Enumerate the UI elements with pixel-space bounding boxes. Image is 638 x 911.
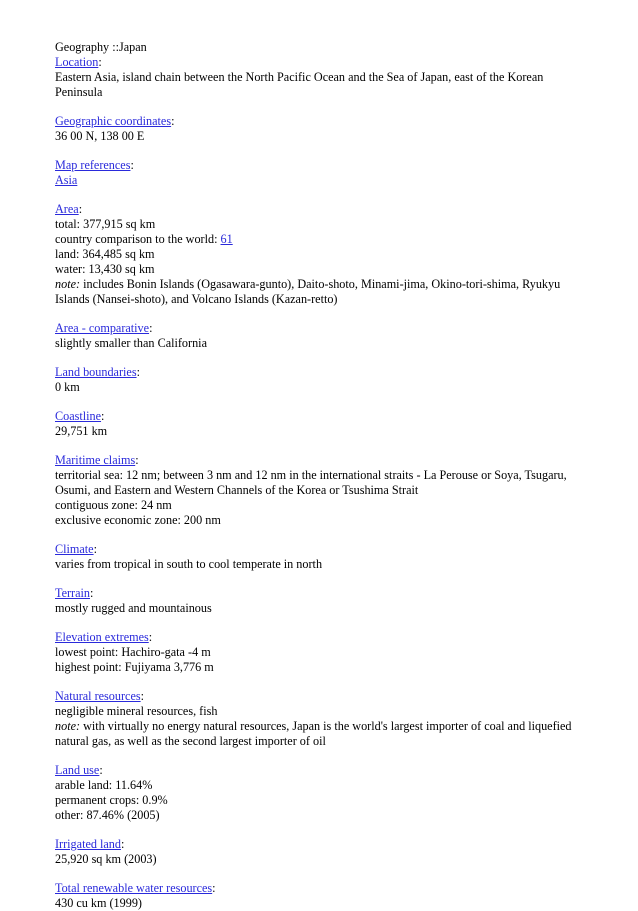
note-line (55, 277, 583, 307)
inline-link[interactable]: 61 (220, 232, 233, 246)
line-text: varies from tropical in south to cool temperate in north (55, 557, 323, 571)
value-line (55, 896, 583, 911)
value-line (55, 232, 583, 247)
section-title (55, 586, 583, 601)
section-title-link[interactable]: Land use (55, 763, 100, 777)
section-title-link[interactable]: Total renewable water resources (55, 881, 213, 895)
section-map-references (55, 158, 583, 188)
line-text: territorial sea: 12 nm; between 3 nm and 12 nm in the international straits - La Perouse or Soya, Tsugaru, Osumi, and Eastern and Western Channels of the Korea or Tsushima Strait (55, 468, 567, 497)
section-title (55, 881, 583, 896)
value-line (55, 557, 583, 572)
section-title-link[interactable]: Natural resources (55, 689, 141, 703)
section-elevation-extremes (55, 630, 583, 675)
line-text: total: 377,915 sq km (55, 217, 156, 231)
section-title-link[interactable]: Climate (55, 542, 94, 556)
section-title (55, 763, 583, 778)
section-title-link[interactable]: Geographic coordinates (55, 114, 172, 128)
value-line (55, 778, 583, 793)
title-colon: : (136, 365, 140, 379)
section-title (55, 55, 583, 70)
title-colon: : (120, 837, 125, 851)
value-line (55, 173, 583, 188)
section-terrain (55, 586, 583, 616)
line-text: arable land: 11.64% (55, 778, 153, 792)
section-title (55, 837, 583, 852)
value-line (55, 262, 583, 277)
section-title-link[interactable]: Maritime claims (55, 453, 136, 467)
value-line (55, 247, 583, 262)
value-line (55, 70, 583, 100)
title-colon: : (98, 55, 102, 69)
note-line (55, 719, 583, 749)
line-text: includes Bonin Islands (Ogasawara-gunto), Daito-shoto, Minami-jima, Okino-tori-shima, Ryukyu Islands (Nansei-shoto), and Volcano Islands (Kazan-retto) (55, 277, 561, 306)
title-colon: : (99, 763, 103, 777)
section-climate (55, 542, 583, 572)
section-total-renewable-water-resources (55, 881, 583, 911)
value-line (55, 498, 583, 513)
line-text: 430 cu km (1999) (55, 896, 142, 910)
line-text: permanent crops: 0.9% (55, 793, 168, 807)
sections-container (55, 55, 583, 911)
line-text: lowest point: Hachiro-gata -4 m (55, 645, 211, 659)
value-line (55, 660, 583, 675)
section-title (55, 365, 583, 380)
line-text: with virtually no energy natural resources, Japan is the world's largest importer of coal and liquefied natural gas, as well as the second largest importer of oil (55, 719, 572, 748)
line-text: 0 km (55, 380, 80, 394)
value-line (55, 601, 583, 616)
value-line (55, 424, 583, 439)
section-area (55, 202, 583, 307)
section-title (55, 202, 583, 217)
section-title-link[interactable]: Area - comparative (55, 321, 150, 335)
title-colon: : (135, 453, 139, 467)
section-title-link[interactable]: Location (55, 55, 99, 69)
line-text: exclusive economic zone: 200 nm (55, 513, 221, 527)
section-title (55, 409, 583, 424)
section-irrigated-land (55, 837, 583, 867)
title-colon: : (148, 630, 153, 644)
section-geographic-coordinates (55, 114, 583, 144)
title-colon: : (90, 586, 94, 600)
section-land-use (55, 763, 583, 823)
section-coastline (55, 409, 583, 439)
line-text: Eastern Asia, island chain between the North Pacific Ocean and the Sea of Japan, east of the Korean Peninsula (55, 70, 544, 99)
section-land-boundaries (55, 365, 583, 395)
line-text: 25,920 sq km (2003) (55, 852, 157, 866)
title-colon: : (140, 689, 145, 703)
title-colon: : (101, 409, 105, 423)
title-colon: : (78, 202, 83, 216)
value-line (55, 704, 583, 719)
section-title (55, 453, 583, 468)
line-text: country comparison to the world: (55, 232, 221, 246)
value-line (55, 129, 583, 144)
title-colon: : (149, 321, 153, 335)
section-title (55, 542, 583, 557)
title-colon: : (130, 158, 134, 172)
line-text: highest point: Fujiyama 3,776 m (55, 660, 214, 674)
section-title (55, 114, 583, 129)
line-text: slightly smaller than California (55, 336, 207, 350)
section-title-link[interactable]: Area (55, 202, 79, 216)
line-text: other: 87.46% (2005) (55, 808, 160, 822)
value-line (55, 468, 583, 498)
note-label: note: (55, 719, 81, 733)
section-natural-resources (55, 689, 583, 749)
value-line (55, 793, 583, 808)
section-title (55, 321, 583, 336)
section-title-link[interactable]: Coastline (55, 409, 102, 423)
section-title-link[interactable]: Map references (55, 158, 131, 172)
line-text: mostly rugged and mountainous (55, 601, 212, 615)
section-title (55, 689, 583, 704)
section-location (55, 55, 583, 100)
section-title (55, 158, 583, 173)
section-title-link[interactable]: Irrigated land (55, 837, 121, 851)
section-maritime-claims (55, 453, 583, 528)
line-text: water: 13,430 sq km (55, 262, 155, 276)
line-text: land: 364,485 sq km (55, 247, 155, 261)
line-text: 29,751 km (55, 424, 108, 438)
line-text: contiguous zone: 24 nm (55, 498, 172, 512)
inline-link[interactable]: Asia (55, 173, 78, 187)
line-text: negligible mineral resources, fish (55, 704, 218, 718)
value-line (55, 808, 583, 823)
title-colon: : (171, 114, 175, 128)
value-line (55, 645, 583, 660)
value-line (55, 513, 583, 528)
note-label: note: (55, 277, 81, 291)
section-title-link[interactable]: Terrain (55, 586, 91, 600)
section-area-comparative (55, 321, 583, 351)
title-colon: : (212, 881, 216, 895)
page-header: Geography ::Japan (55, 40, 147, 54)
line-text: 36 00 N, 138 00 E (55, 129, 145, 143)
section-title (55, 630, 583, 645)
section-title-link[interactable]: Land boundaries (55, 365, 137, 379)
section-title-link[interactable]: Elevation extremes (55, 630, 149, 644)
value-line (55, 217, 583, 232)
value-line (55, 852, 583, 867)
title-colon: : (93, 542, 97, 556)
value-line (55, 380, 583, 395)
value-line (55, 336, 583, 351)
